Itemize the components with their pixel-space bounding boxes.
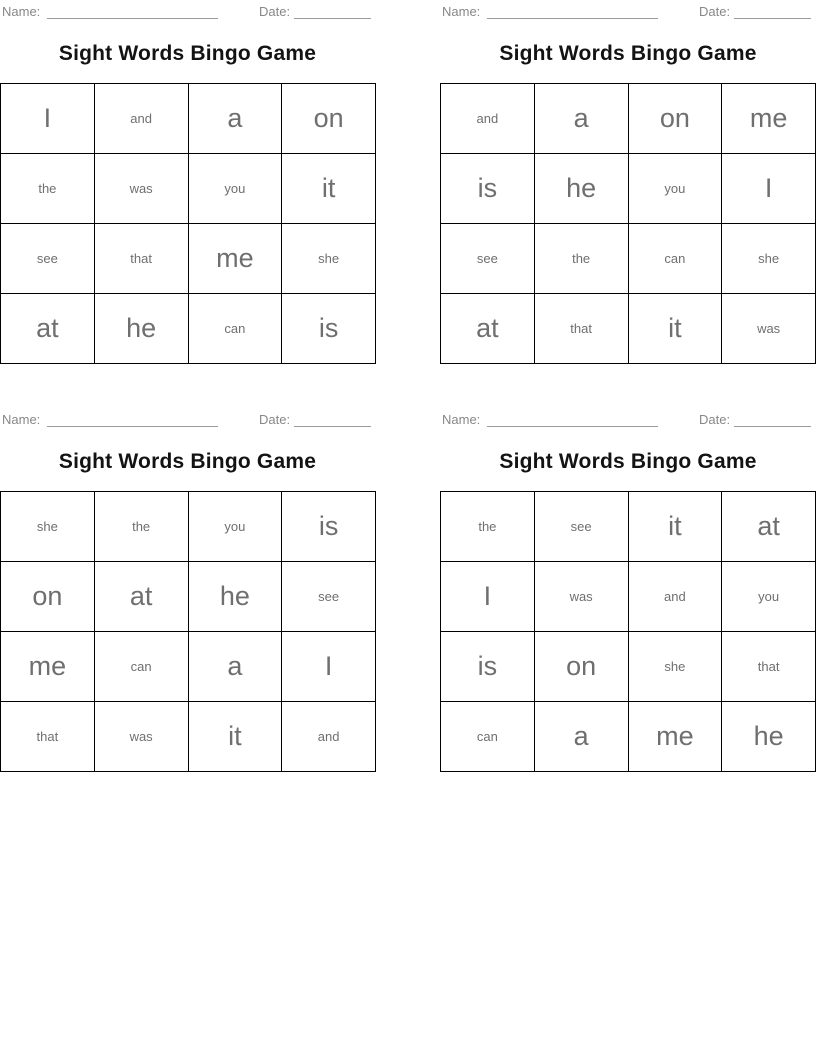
bingo-cell: a <box>535 702 629 772</box>
date-blank-line <box>734 414 811 427</box>
bingo-grid <box>0 83 376 364</box>
bingo-cell: is <box>282 492 376 562</box>
bingo-cell: the <box>441 492 535 562</box>
bingo-card-top-left <box>0 0 375 400</box>
date-blank-line <box>294 414 371 427</box>
bingo-cell: she <box>1 492 95 562</box>
bingo-cell: you <box>722 562 816 632</box>
bingo-card-bottom-right <box>440 408 816 808</box>
date-label: Date: <box>259 4 291 19</box>
bingo-cell: the <box>95 492 189 562</box>
bingo-cell: he <box>535 154 629 224</box>
bingo-cell: I <box>282 632 376 702</box>
bingo-cell: you <box>189 154 283 224</box>
bingo-cell: is <box>441 154 535 224</box>
bingo-cell: is <box>441 632 535 702</box>
bingo-cell: and <box>441 84 535 154</box>
bingo-cell: you <box>629 154 723 224</box>
name-blank-line <box>47 414 218 427</box>
bingo-cell: at <box>1 294 95 364</box>
bingo-cell: on <box>282 84 376 154</box>
bingo-cell: she <box>722 224 816 294</box>
name-label: Name: <box>442 412 481 427</box>
bingo-cell: that <box>1 702 95 772</box>
bingo-cell: was <box>722 294 816 364</box>
bingo-cell: me <box>629 702 723 772</box>
bingo-cell: I <box>1 84 95 154</box>
bingo-cell: a <box>189 84 283 154</box>
bingo-cell: the <box>535 224 629 294</box>
card-title: Sight Words Bingo Game <box>58 42 317 65</box>
bingo-cell: the <box>1 154 95 224</box>
bingo-grid <box>0 491 376 772</box>
bingo-cell: it <box>189 702 283 772</box>
date-blank-line <box>294 6 371 19</box>
bingo-cell: that <box>95 224 189 294</box>
bingo-cell: was <box>95 154 189 224</box>
name-label: Name: <box>2 412 41 427</box>
bingo-cell: he <box>189 562 283 632</box>
bingo-cell: and <box>95 84 189 154</box>
bingo-cell: me <box>1 632 95 702</box>
date-label: Date: <box>259 412 291 427</box>
date-blank-line <box>734 6 811 19</box>
bingo-cell: at <box>722 492 816 562</box>
bingo-cell: it <box>629 294 723 364</box>
bingo-cell: a <box>535 84 629 154</box>
bingo-cell: at <box>95 562 189 632</box>
bingo-cell: and <box>629 562 723 632</box>
bingo-cell: on <box>535 632 629 702</box>
bingo-cell: it <box>629 492 723 562</box>
bingo-cell: can <box>189 294 283 364</box>
bingo-cell: at <box>441 294 535 364</box>
bingo-cell: can <box>441 702 535 772</box>
bingo-cell: that <box>722 632 816 702</box>
bingo-cell: on <box>1 562 95 632</box>
bingo-cell: can <box>629 224 723 294</box>
bingo-cell: see <box>1 224 95 294</box>
name-label: Name: <box>442 4 481 19</box>
bingo-cell: can <box>95 632 189 702</box>
name-blank-line <box>487 6 658 19</box>
bingo-grid <box>440 83 816 364</box>
bingo-card-top-right <box>440 0 816 400</box>
name-label: Name: <box>2 4 41 19</box>
card-title: Sight Words Bingo Game <box>58 450 317 473</box>
card-title: Sight Words Bingo Game <box>499 42 757 65</box>
bingo-cell: a <box>189 632 283 702</box>
bingo-cell: he <box>95 294 189 364</box>
date-label: Date: <box>699 4 731 19</box>
bingo-cell: I <box>722 154 816 224</box>
bingo-cell: is <box>282 294 376 364</box>
name-blank-line <box>487 414 658 427</box>
name-blank-line <box>47 6 218 19</box>
bingo-cell: it <box>282 154 376 224</box>
bingo-cell: that <box>535 294 629 364</box>
card-title: Sight Words Bingo Game <box>499 450 757 473</box>
bingo-cell: was <box>95 702 189 772</box>
date-label: Date: <box>699 412 731 427</box>
bingo-cell: was <box>535 562 629 632</box>
bingo-cell: she <box>629 632 723 702</box>
bingo-cell: she <box>282 224 376 294</box>
bingo-cell: on <box>629 84 723 154</box>
bingo-cell: see <box>282 562 376 632</box>
bingo-cell: I <box>441 562 535 632</box>
bingo-cell: see <box>441 224 535 294</box>
bingo-cell: me <box>189 224 283 294</box>
bingo-card-bottom-left <box>0 408 375 808</box>
bingo-cell: and <box>282 702 376 772</box>
bingo-cell: you <box>189 492 283 562</box>
bingo-grid <box>440 491 816 772</box>
bingo-cell: he <box>722 702 816 772</box>
bingo-cell: see <box>535 492 629 562</box>
bingo-cell: me <box>722 84 816 154</box>
